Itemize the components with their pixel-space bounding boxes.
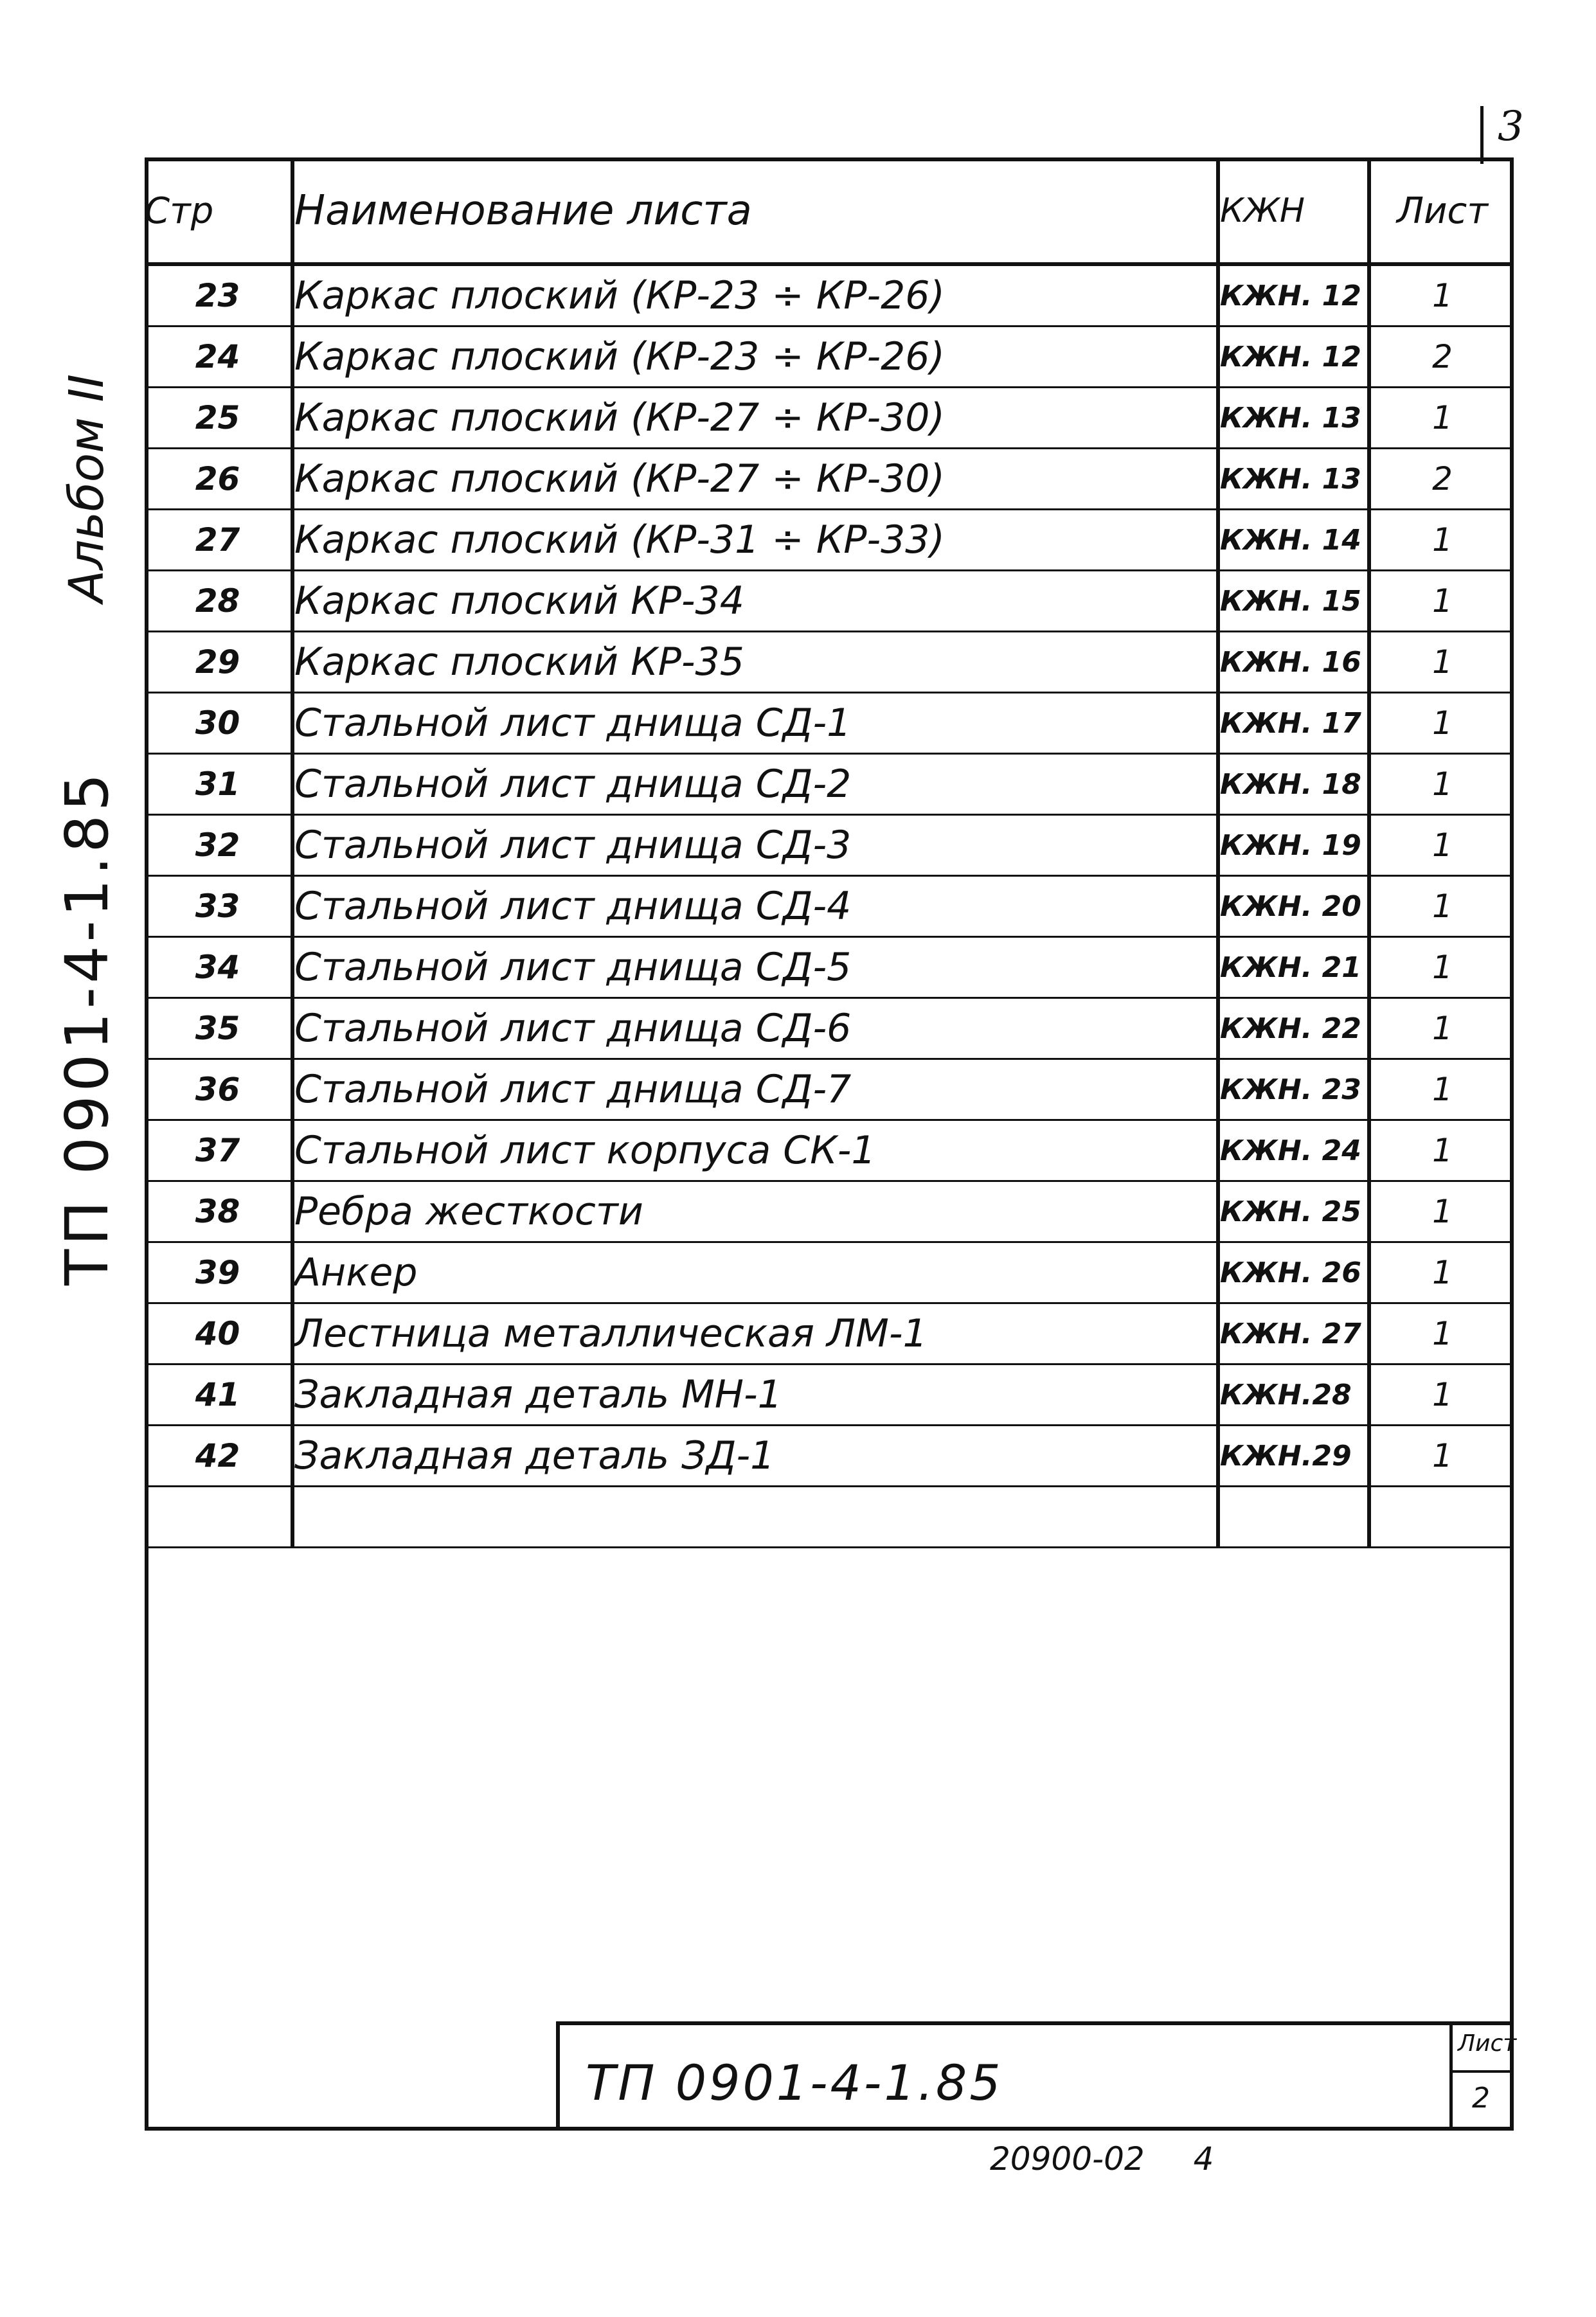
row-sheet-cell: 1 bbox=[1369, 998, 1514, 1059]
row-sheet-cell: 1 bbox=[1369, 815, 1514, 876]
row-code-cell: КЖН. 14 bbox=[1218, 510, 1369, 571]
archive-number: 20900-02 4 bbox=[990, 2140, 1214, 2178]
row-code-cell: КЖН. 26 bbox=[1218, 1242, 1369, 1303]
row-sheet-cell: 1 bbox=[1369, 693, 1514, 754]
row-page-cell: 32 bbox=[145, 815, 292, 876]
row-page-cell: 40 bbox=[145, 1303, 292, 1364]
row-code-cell: КЖН.28 bbox=[1218, 1364, 1369, 1426]
row-page-cell: 26 bbox=[145, 449, 292, 510]
sheet-label: Лист bbox=[1458, 2030, 1517, 2057]
row-sheet-cell: 1 bbox=[1369, 1303, 1514, 1364]
row-sheet-cell: 1 bbox=[1369, 1426, 1514, 1487]
row-page-cell: 23 bbox=[145, 264, 292, 327]
row-page-cell: 30 bbox=[145, 693, 292, 754]
row-code-cell: КЖН. 12 bbox=[1218, 327, 1369, 388]
row-page-cell: 41 bbox=[145, 1364, 292, 1426]
row-name-cell: Стальной лист днища СД-2 bbox=[292, 754, 1218, 815]
row-sheet-cell: 1 bbox=[1369, 937, 1514, 998]
row-page-cell: 33 bbox=[145, 876, 292, 937]
row-name-cell: Ребра жесткости bbox=[292, 1181, 1218, 1242]
row-code-cell: КЖН. 27 bbox=[1218, 1303, 1369, 1364]
row-sheet-cell: 1 bbox=[1369, 1242, 1514, 1303]
row-name-cell: Стальной лист днища СД-1 bbox=[292, 693, 1218, 754]
row-sheet-cell: 1 bbox=[1369, 510, 1514, 571]
row-code-cell: КЖН. 20 bbox=[1218, 876, 1369, 937]
row-name-cell: Каркас плоский (КР-27 ÷ КР-30) bbox=[292, 449, 1218, 510]
table-row bbox=[145, 693, 1514, 754]
row-page-cell: 25 bbox=[145, 388, 292, 449]
row-name-cell: Каркас плоский (КР-27 ÷ КР-30) bbox=[292, 388, 1218, 449]
row-name-cell: Каркас плоский (КР-31 ÷ КР-33) bbox=[292, 510, 1218, 571]
table-row bbox=[145, 815, 1514, 876]
table-row bbox=[145, 632, 1514, 693]
row-name-cell: Стальной лист днища СД-4 bbox=[292, 876, 1218, 937]
row-code-cell: КЖН. 12 bbox=[1218, 264, 1369, 327]
row-sheet-cell: 2 bbox=[1369, 449, 1514, 510]
row-name-cell: Каркас плоский (КР-23 ÷ КР-26) bbox=[292, 264, 1218, 327]
row-page-cell: 27 bbox=[145, 510, 292, 571]
table-row bbox=[145, 1303, 1514, 1364]
row-page-cell: 34 bbox=[145, 937, 292, 998]
row-page-cell: 37 bbox=[145, 1120, 292, 1181]
row-name-cell: Стальной лист днища СД-3 bbox=[292, 815, 1218, 876]
row-name-cell bbox=[292, 1487, 1218, 1548]
table-row bbox=[145, 327, 1514, 388]
row-code-cell: КЖН. 15 bbox=[1218, 571, 1369, 632]
row-code-cell: КЖН. 21 bbox=[1218, 937, 1369, 998]
table-row bbox=[145, 264, 1514, 327]
row-name-cell: Стальной лист днища СД-6 bbox=[292, 998, 1218, 1059]
row-page-cell: 39 bbox=[145, 1242, 292, 1303]
row-name-cell: Стальной лист днища СД-5 bbox=[292, 937, 1218, 998]
table-row bbox=[145, 998, 1514, 1059]
row-sheet-cell: 2 bbox=[1369, 327, 1514, 388]
row-page-cell: 38 bbox=[145, 1181, 292, 1242]
table-row bbox=[145, 388, 1514, 449]
row-sheet-cell: 1 bbox=[1369, 1364, 1514, 1426]
row-sheet-cell: 1 bbox=[1369, 264, 1514, 327]
row-name-cell: Стальной лист корпуса СК-1 bbox=[292, 1120, 1218, 1181]
title-doc-code: ТП 0901-4-1.85 bbox=[586, 2054, 1003, 2111]
side-doc-code: ТП 0901-4-1.85 bbox=[52, 769, 121, 1285]
table-row bbox=[145, 1181, 1514, 1242]
side-stamp bbox=[51, 321, 122, 1285]
row-code-cell: КЖН. 25 bbox=[1218, 1181, 1369, 1242]
page-number-mark bbox=[1480, 106, 1484, 164]
row-code-cell: КЖН.29 bbox=[1218, 1426, 1369, 1487]
table-row bbox=[145, 754, 1514, 815]
row-name-cell: Каркас плоский КР-34 bbox=[292, 571, 1218, 632]
row-name-cell: Каркас плоский КР-35 bbox=[292, 632, 1218, 693]
row-code-cell: КЖН. 19 bbox=[1218, 815, 1369, 876]
row-page-cell bbox=[145, 1487, 292, 1548]
row-page-cell: 36 bbox=[145, 1059, 292, 1120]
row-code-cell: КЖН. 13 bbox=[1218, 449, 1369, 510]
row-sheet-cell: 1 bbox=[1369, 1181, 1514, 1242]
row-page-cell: 42 bbox=[145, 1426, 292, 1487]
row-page-cell: 29 bbox=[145, 632, 292, 693]
table-row bbox=[145, 571, 1514, 632]
table-row bbox=[145, 1059, 1514, 1120]
row-page-cell: 35 bbox=[145, 998, 292, 1059]
row-code-cell: КЖН. 22 bbox=[1218, 998, 1369, 1059]
header-sheet-name: Наименование листа bbox=[292, 159, 1218, 265]
table-row bbox=[145, 1242, 1514, 1303]
row-sheet-cell: 1 bbox=[1369, 571, 1514, 632]
row-page-cell: 28 bbox=[145, 571, 292, 632]
row-page-cell: 24 bbox=[145, 327, 292, 388]
row-sheet-cell: 1 bbox=[1369, 388, 1514, 449]
row-sheet-cell: 1 bbox=[1369, 1059, 1514, 1120]
row-code-cell: КЖН. 24 bbox=[1218, 1120, 1369, 1181]
row-name-cell: Закладная деталь МН-1 bbox=[292, 1364, 1218, 1426]
row-sheet-cell: 1 bbox=[1369, 754, 1514, 815]
row-code-cell: КЖН. 16 bbox=[1218, 632, 1369, 693]
row-sheet-cell: 1 bbox=[1369, 632, 1514, 693]
page-number: 3 bbox=[1498, 103, 1524, 150]
row-name-cell: Закладная деталь ЗД-1 bbox=[292, 1426, 1218, 1487]
row-code-cell: КЖН. 23 bbox=[1218, 1059, 1369, 1120]
row-code-cell: КЖН. 13 bbox=[1218, 388, 1369, 449]
table-header-row bbox=[145, 159, 1514, 265]
title-block bbox=[556, 2021, 1517, 2131]
table-row bbox=[145, 1364, 1514, 1426]
table-row bbox=[145, 1426, 1514, 1487]
row-name-cell: Стальной лист днища СД-7 bbox=[292, 1059, 1218, 1120]
table-row bbox=[145, 510, 1514, 571]
sheet-box bbox=[1449, 2025, 1517, 2131]
table-row bbox=[145, 449, 1514, 510]
row-code-cell bbox=[1218, 1487, 1369, 1548]
sheet-number: 2 bbox=[1472, 2082, 1490, 2115]
header-code: КЖН bbox=[1218, 159, 1369, 265]
contents-table bbox=[145, 157, 1514, 1548]
row-page-cell: 31 bbox=[145, 754, 292, 815]
sheet-box-divider bbox=[1453, 2070, 1514, 2073]
row-code-cell: КЖН. 18 bbox=[1218, 754, 1369, 815]
header-page: Стр bbox=[145, 159, 292, 265]
row-name-cell: Каркас плоский (КР-23 ÷ КР-26) bbox=[292, 327, 1218, 388]
side-album-label: Альбом II bbox=[59, 374, 114, 603]
row-code-cell: КЖН. 17 bbox=[1218, 693, 1369, 754]
row-name-cell: Анкер bbox=[292, 1242, 1218, 1303]
row-sheet-cell bbox=[1369, 1487, 1514, 1548]
header-sheet: Лист bbox=[1369, 159, 1514, 265]
row-sheet-cell: 1 bbox=[1369, 876, 1514, 937]
table-row bbox=[145, 876, 1514, 937]
table-row bbox=[145, 1120, 1514, 1181]
row-name-cell: Лестница металлическая ЛМ-1 bbox=[292, 1303, 1218, 1364]
row-sheet-cell: 1 bbox=[1369, 1120, 1514, 1181]
table-row bbox=[145, 937, 1514, 998]
table-row bbox=[145, 1487, 1514, 1548]
